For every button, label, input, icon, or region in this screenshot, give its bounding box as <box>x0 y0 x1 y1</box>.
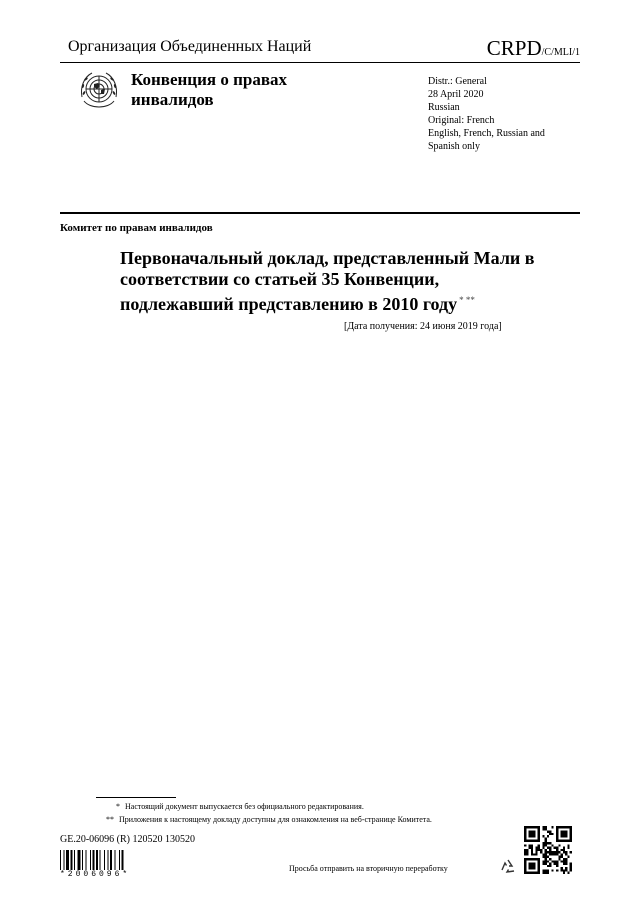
document-title <box>120 248 550 315</box>
convention-title: Конвенция о правах инвалидов <box>131 70 288 109</box>
footnote-text: Приложения к настоящему докладу доступны для ознакомления на веб-странице Комитета. <box>119 815 432 824</box>
document-symbol-suffix: /C/MLI/1 <box>541 47 580 58</box>
recycle-text: Просьба отправить на вторичную переработку <box>289 864 448 873</box>
footnote <box>110 802 364 812</box>
document-symbol-main: CRPD <box>486 36 542 60</box>
section-rule <box>60 212 580 214</box>
footnote-mark: ** <box>106 815 114 824</box>
distribution-language: Russian <box>428 102 460 113</box>
barcode-text: *2006096* <box>60 870 131 879</box>
footnote <box>104 815 432 825</box>
document-symbol <box>487 36 580 61</box>
ge-document-number: GE.20-06096 (R) 120520 130520 <box>60 834 195 845</box>
footnote-rule <box>96 797 176 798</box>
header-rule <box>60 62 580 63</box>
committee-name: Комитет по правам инвалидов <box>60 222 213 234</box>
distribution-block <box>428 75 578 153</box>
qr-code-icon <box>524 826 572 874</box>
footnote-text: Настоящий документ выпускается без официального редактирования. <box>125 802 364 811</box>
title-footnote-refs: * ** <box>459 295 475 305</box>
un-emblem-icon <box>76 67 122 113</box>
organization-name: Организация Объединенных Наций <box>68 38 312 55</box>
document-title-text: Первоначальный доклад, представленный Мали в соответствии со статьей 35 Конвенции, подлежавший представлению в 2010 году <box>120 248 535 314</box>
recycle-icon <box>498 857 518 877</box>
distribution-original: Original: French <box>428 115 495 126</box>
distribution-versions: English, French, Russian and Spanish only <box>428 128 545 152</box>
barcode-icon <box>60 850 154 870</box>
footnote-mark: * <box>116 802 120 811</box>
distribution-status: Distr.: General <box>428 76 487 87</box>
date-received: [Дата получения: 24 июня 2019 года] <box>344 321 502 332</box>
distribution-date: 28 April 2020 <box>428 89 484 100</box>
